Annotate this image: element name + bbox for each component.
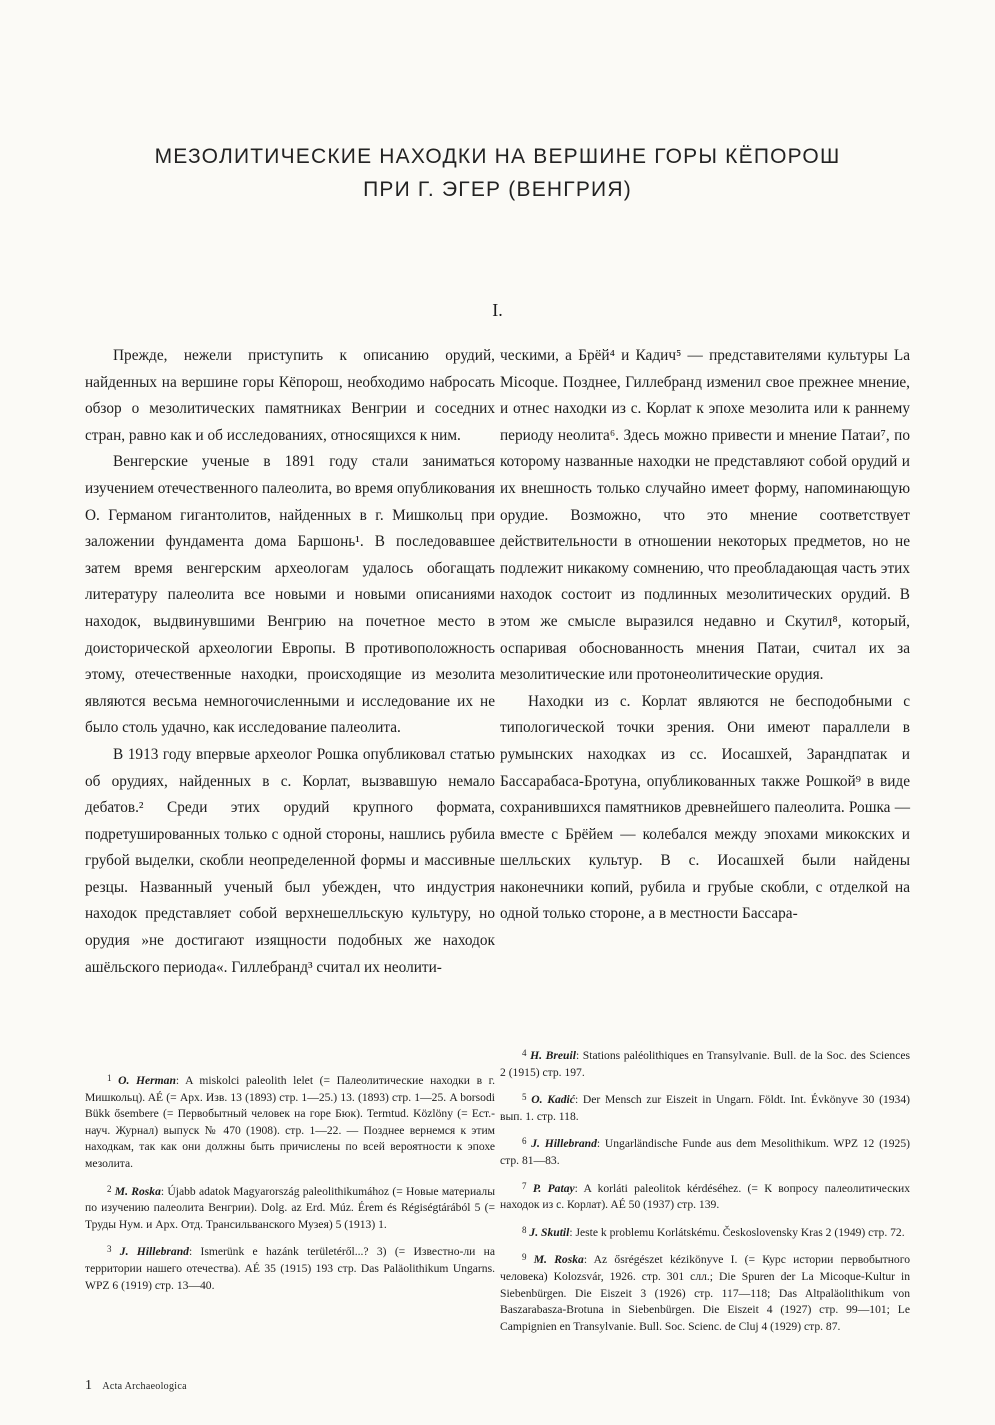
footnote-text: : Újabb adatok Magyarország paleolithikumához (= Новые материалы по изучению палеолита Венгрии). Dolg. az Erd. Múz. Érem és Régiségtárából 5 (= Труды Нум. и Арх. Отд. Трансильванского Музея) 5 (1913) 1. <box>85 1184 495 1231</box>
signature-number: 1 <box>85 1378 93 1393</box>
footnote <box>85 1070 495 1173</box>
footnote <box>85 1181 495 1234</box>
footnote-number: 1 <box>107 1073 112 1083</box>
footnote-author: O. Herman <box>118 1074 176 1087</box>
footnote <box>500 1089 910 1125</box>
footnote-number: 5 <box>522 1092 527 1103</box>
footnote-number: 2 <box>107 1183 112 1194</box>
paragraph: ческими, а Брёй⁴ и Кадич⁵ — представителями культуры La Micoque. Позднее, Гиллебранд изменил свое прежнее мнение, и отнес находки из с. Корлат к эпохе мезолита или к раннему периоду неолита⁶. Здесь можно привести и мнение Патаи⁷, по которому названные находки не представляют собой орудий и их внешность только случайно имеет форму, напоминающую орудие. Возможно, что это мнение соответствует действительности в отношении некоторых предметов, но не подлежит никакому сомнению, что преобладающая часть этих находок состоит из подлинных мезолитических орудий. В этом же смысле выразился недавно и Скутил⁸, который, оспаривая обоснованность мнения Патаи, считал их за мезолитические или протонеолитические орудия. <box>500 347 910 684</box>
footnote-number: 6 <box>522 1136 527 1147</box>
footnote-number: 4 <box>522 1048 527 1058</box>
footnote-author: J. Skutil <box>529 1225 570 1239</box>
footnote-author: M. Roska <box>114 1184 161 1198</box>
paragraph: Прежде, нежели приступить к описанию орудий, найденных на вершине горы Кёпорош, необходимо набросать обзор о мезолитических памятниках Венгрии и соседних стран, равно как и об исследованиях, относящихся к ним. <box>85 347 495 444</box>
footnote-text: : Az ősrégészet kézikönyve I. (= Курс истории первобытного человека) Kolozsvár, 1926. стр. 301 слл.; Die Spuren der La Micoque-Kultur in Siebenbürgen. Die Eiszeit 3 (1926) стр. 117—118; Das Altpaläolithikum von Baszarabasza-Brotuna in Siebenbürgen. Die Eiszeit 4 (1927) стр. 99—101; Le Campignien en Transylvanie. Bull. Soc. Scienc. de Cluj 4 (1929) стр. 87. <box>500 1253 910 1333</box>
footnote-number: 9 <box>522 1252 527 1263</box>
journal-name: Acta Archaeologica <box>102 1381 187 1392</box>
footnote-author: J. Hillebrand <box>119 1245 189 1259</box>
right-column <box>500 343 910 928</box>
footnote-number: 3 <box>107 1244 112 1255</box>
footnote-author: M. Roska <box>533 1253 584 1267</box>
left-column <box>85 343 495 981</box>
footnote-author: P. Patay <box>532 1181 575 1195</box>
page-footer <box>85 1378 187 1394</box>
title-line-1: МЕЗОЛИТИЧЕСКИЕ НАХОДКИ НА ВЕРШИНЕ ГОРЫ КЁПОРОШ <box>154 145 841 168</box>
footnote-text: : Stations paléolithiques en Transylvanie. Bull. de la Soc. des Sciences 2 (1915) стр. 197. <box>500 1049 910 1079</box>
footnote <box>500 1249 910 1335</box>
footnote-text: : A korláti paleolitok kérdéséhez. (= К вопросу палеолитических находок из с. Корлат). AÉ 50 (1937) стр. 139. <box>500 1181 910 1212</box>
footnote <box>85 1241 495 1294</box>
footnote-author: O. Kadić <box>531 1093 575 1107</box>
footnote <box>500 1178 910 1214</box>
paragraph: Венгерские ученые в 1891 году стали заниматься изучением отечественного палеолита, во время опубликования О. Германом гигантолитов, найденных в г. Мишкольц при заложении фундамента дома Баршонь¹. В последовавшее затем время венгерским археологам удалось обогащать литературу палеолита все новыми и новыми описаниями находок, выдвинувшими Венгрию на почетное место в доисторической археологии Европы. В противоположность этому, отечественные находки, происходящие из мезолита являются весьма немногочисленными и исследование их не было столь удачно, как исследование палеолита. <box>85 453 495 737</box>
footnote-author: J. Hillebrand <box>531 1137 597 1151</box>
paragraph: Находки из с. Корлат являются не бесподобными с типологической точки зрения. Они имеют параллели в румынских находках из сс. Иосашхей, Зарандпатак и Бассарабаса-Бротуна, опубликованных также Рошкой⁹ в виде сохранившихся памятников древнейшего палеолита. Рошка — вместе с Брёйем — колебался между эпохами микокских и шелльских культур. В с. Иосашхей были найдены наконечники копий, рубила и грубые скобли, с отделкой на одной только стороне, а в местности Бассара- <box>500 692 910 923</box>
paragraph: В 1913 году впервые археолог Рошка опубликовал статью об орудиях, найденных в с. Корлат, вызвавшую немало дебатов.² Среди этих орудий крупного формата, подретушированных только с одной стороны, нашлись рубила грубой выделки, скобли неопределенной формы и массивные резцы. Названный ученый был убежден, что индустрия находок представляет собой верхнешелльскую культуру, но орудия »не достигают изящности подобных же находок ашёльского периода«. Гиллебранд³ считал их неолити- <box>85 745 495 976</box>
footnotes-right <box>500 1045 910 1343</box>
footnote-number: 8 <box>522 1224 527 1235</box>
footnote-number: 7 <box>522 1180 527 1191</box>
footnotes-left <box>85 1070 495 1302</box>
section-number: I. <box>492 300 503 320</box>
footnote-text: : A miskolci paleolith lelet (= Палеолитические находки в г. Мишкольц). AÉ (= Арх. Изв. 13 (1893) стр. 1—25.) 13. (1893) стр. 1—25. A borsodi Bükk ősembere (= Первобытный человек на горе Бюк). Termtud. Közlöny (= Ест.-науч. Журнал) выпуск № 470 (1908). стр. 1—22. — Позднее вернемся к этим находкам, так как они должны быть причислены по всей вероятности к эпохе мезолита. <box>85 1074 495 1170</box>
footnote <box>500 1045 910 1081</box>
footnote-author: H. Breuil <box>530 1049 576 1062</box>
footnote-text: : Ungarländische Funde aus dem Mesolithikum. WPZ 12 (1925) стр. 81—83. <box>500 1137 910 1167</box>
title-line-2: ПРИ Г. ЭГЕР (ВЕНГРИЯ) <box>363 178 632 201</box>
footnote-text: : Ismerünk e hazánk területéről...? 3) (= Известно-ли на территории нашего отечества). AÉ 35 (1915) 193 стр. Das Paläolithikum Ungarns. WPZ 6 (1919) стр. 13—40. <box>85 1245 495 1292</box>
footnote <box>500 1222 910 1242</box>
footnote-text: : Der Mensch zur Eiszeit in Ungarn. Földt. Int. Évkönyve 30 (1934) вып. 1. стр. 118. <box>500 1093 910 1123</box>
article-title <box>60 140 935 206</box>
footnote-text: : Jeste k problemu Korlátskému. Československy Kras 2 (1949) стр. 72. <box>569 1225 905 1239</box>
footnote <box>500 1133 910 1169</box>
